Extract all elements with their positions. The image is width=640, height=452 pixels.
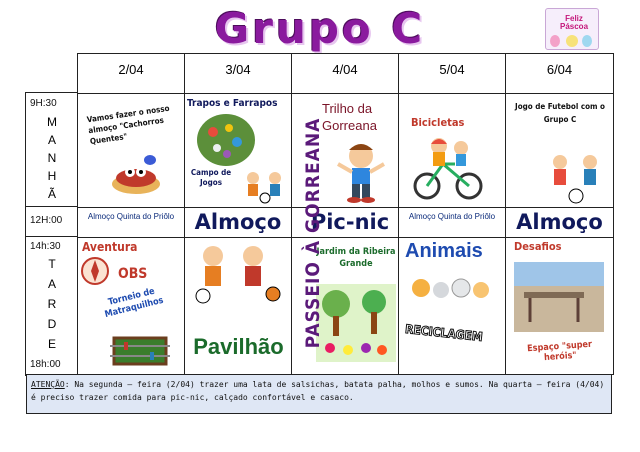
- hiking-boy-icon: [332, 142, 390, 204]
- activity-espaco-super-herois: Espaço "super heróis": [526, 339, 593, 364]
- crafts-icon: [195, 112, 257, 168]
- morning-time: 9H:30: [30, 98, 57, 109]
- morning-cell-d5: [399, 94, 506, 208]
- animals-icon: [407, 268, 499, 308]
- bicycle-icon: [411, 134, 485, 202]
- afternoon-letter: T: [48, 257, 56, 271]
- passeio-gorreana-text: PASSEIO À GORREANA: [302, 117, 324, 349]
- note-label: ATENÇÃO: [31, 380, 65, 389]
- afternoon-cell-d6: [506, 238, 614, 375]
- egg-icon: [566, 35, 578, 47]
- activity-animais: Animais: [405, 240, 483, 262]
- activity-matraquilhos: Torneio de Matraquilhos: [103, 286, 165, 320]
- activity-reciclagem: RECICLAGEM: [404, 321, 484, 345]
- badge-line1: Feliz: [565, 14, 583, 23]
- afternoon-band: [26, 237, 78, 374]
- lunch-priolo-text: Almoço Quinta do Priôlo: [87, 212, 175, 221]
- foosball-icon: [110, 330, 170, 370]
- morning-letter: H: [47, 169, 57, 183]
- activity-bicicletas: Bicicletas: [411, 116, 465, 129]
- activity-aventura: Aventura: [82, 240, 138, 254]
- sports-characters-icon: [191, 242, 287, 304]
- activity-obs: OBS: [118, 266, 148, 282]
- kids-playing-icon: [241, 168, 289, 204]
- day-header: 5/04: [399, 54, 506, 94]
- hotdog-icon: [106, 152, 166, 202]
- day-header: 3/04: [185, 54, 292, 94]
- morning-band: [26, 93, 78, 207]
- afternoon-letter: D: [47, 317, 57, 331]
- activity-trapos-title: Trapos e Farrapos: [187, 98, 278, 109]
- afternoon-start-time: 14h:30: [30, 241, 61, 252]
- lunch-cell-d5: [399, 208, 506, 238]
- afternoon-cell-d5: [399, 238, 506, 375]
- activity-pavilhao: Pavilhão: [193, 334, 284, 359]
- lunch-cell-d6: [506, 208, 614, 238]
- compass-icon: [80, 256, 110, 286]
- badge-line2: Páscoa: [560, 22, 589, 31]
- lunch-text: Almoço: [194, 210, 282, 234]
- morning-cell-d3: [185, 94, 292, 208]
- page-title: Grupo C: [214, 4, 426, 53]
- day-header: 6/04: [506, 54, 614, 94]
- picnic-text: Pic-nic: [310, 210, 390, 234]
- morning-letter: A: [47, 133, 56, 147]
- afternoon-cell-d3: [185, 238, 292, 375]
- schedule-table: [77, 53, 614, 375]
- playground-photo-icon: [514, 262, 604, 332]
- morning-letter: M: [47, 115, 57, 129]
- morning-letter: N: [47, 151, 57, 165]
- time-column: [25, 92, 78, 376]
- egg-icon: [550, 35, 560, 47]
- day-header: 2/04: [78, 54, 185, 94]
- afternoon-letter: E: [47, 337, 56, 351]
- activity-campo-jogos: Campo de Jogos: [190, 168, 232, 187]
- egg-icon: [582, 35, 592, 47]
- easter-badge: [545, 8, 599, 50]
- afternoon-cell-d2: [78, 238, 185, 375]
- morning-cell-d6: [506, 94, 614, 208]
- lunch-priolo-text: Almoço Quinta do Priôlo: [408, 212, 496, 221]
- lunch-time: 12H:00: [30, 215, 63, 226]
- afternoon-letter: R: [47, 297, 57, 311]
- lunch-cell-d3: [185, 208, 292, 238]
- garden-icon: [316, 284, 396, 362]
- lunch-cell-d2: [78, 208, 185, 238]
- day-header: 4/04: [292, 54, 399, 94]
- activity-futebol: Jogo de Futebol com o Grupo C: [515, 102, 605, 124]
- lunch-text: Almoço: [516, 210, 603, 234]
- morning-cell-d2: [78, 94, 185, 208]
- activity-trilho: Trilho da Gorreana: [322, 101, 377, 133]
- attention-note: [26, 374, 612, 414]
- afternoon-letter: A: [47, 277, 56, 291]
- football-players-icon: [546, 152, 610, 204]
- lunch-band: [26, 207, 78, 237]
- activity-jardim: Jardim da Ribeira Grande: [316, 247, 396, 269]
- note-text: : Na segunda – feira (2/04) trazer uma lata de salsichas, batata palha, molhos e sumos. Na quarta – feira (4/04) é preciso trazer comida para pic-nic, calçado confortável e casaco.: [31, 380, 605, 402]
- activity-hotdog-text: Vamos fazer o nosso almoço "Cachorros Quentes": [86, 103, 171, 147]
- morning-letter: Ã: [47, 187, 56, 201]
- activity-desafios: Desafios: [514, 240, 562, 253]
- afternoon-end-time: 18h:00: [30, 359, 61, 370]
- passeio-vertical-container: [298, 95, 328, 371]
